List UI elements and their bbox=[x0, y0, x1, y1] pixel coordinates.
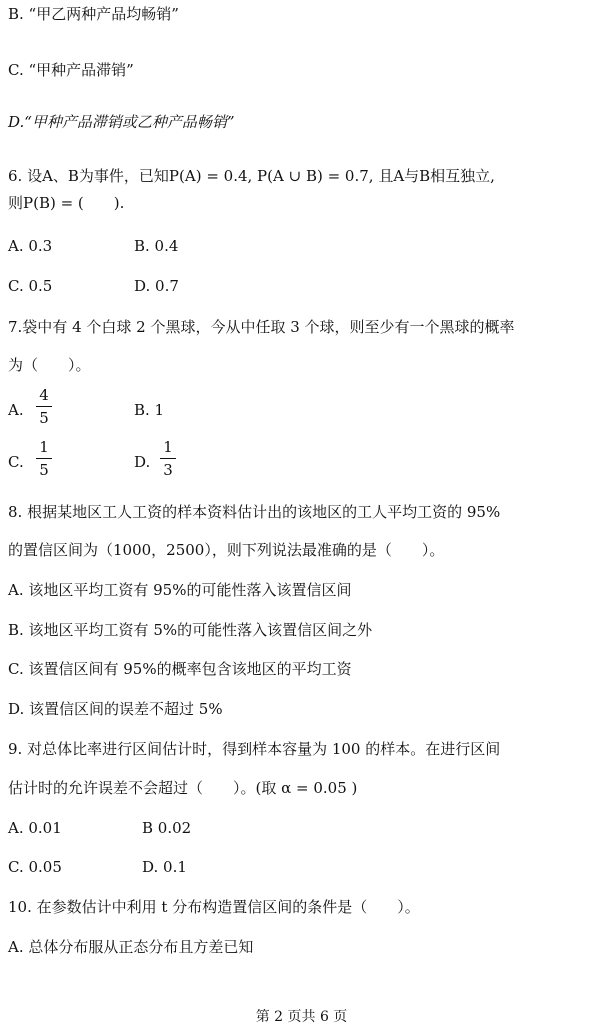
q8-option-b: B. 该地区平均工资有 5%的可能性落入该置信区间之外 bbox=[8, 621, 373, 639]
fraction-bar bbox=[36, 458, 52, 459]
q10-stem: 10. 在参数估计中利用 t 分布构造置信区间的条件是（ ）。 bbox=[8, 898, 420, 916]
q7-option-d-denominator: 3 bbox=[163, 461, 173, 479]
q7-option-a-label: A. bbox=[8, 401, 24, 419]
q6-option-a: A. 0.3 bbox=[8, 237, 53, 255]
page-number-footer: 第 2 页共 6 页 bbox=[255, 1009, 348, 1025]
q9-option-d: D. 0.1 bbox=[142, 858, 187, 876]
q6-option-d: D. 0.7 bbox=[134, 277, 179, 295]
q6-stem-line1: 6. 设A、B为事件，已知P(A) = 0.4, P(A ∪ B) = 0.7, 且A与B相互独立, bbox=[8, 167, 495, 185]
q6-stem-line2: 则P(B) = ( ). bbox=[8, 194, 125, 212]
q6-option-c: C. 0.5 bbox=[8, 277, 53, 295]
q9-option-b: B 0.02 bbox=[142, 819, 192, 837]
q9-stem-line2: 估计时的允许误差不会超过（ ）。(取 α = 0.05 ) bbox=[8, 779, 358, 797]
q9-option-c: C. 0.05 bbox=[8, 858, 62, 876]
q6-option-b: B. 0.4 bbox=[134, 237, 179, 255]
q8-option-c: C. 该置信区间有 95%的概率包含该地区的平均工资 bbox=[8, 660, 352, 678]
q7-option-d-fraction bbox=[160, 438, 176, 479]
q8-stem-line1: 8. 根据某地区工人工资的样本资料估计出的该地区的工人平均工资的 95% bbox=[8, 503, 501, 521]
q7-option-c-numerator: 1 bbox=[39, 438, 49, 456]
fraction-bar bbox=[36, 406, 52, 407]
q7-option-b: B. 1 bbox=[134, 401, 165, 419]
q7-option-a-numerator: 4 bbox=[39, 386, 49, 404]
q7-stem-line2: 为（ ）。 bbox=[8, 356, 91, 374]
q7-option-a-fraction bbox=[36, 386, 52, 427]
q7-stem-line1: 7.袋中有 4 个白球 2 个黑球，今从中任取 3 个球，则至少有一个黑球的概率 bbox=[8, 318, 515, 336]
q7-option-c-denominator: 5 bbox=[39, 461, 49, 479]
q7-option-c-fraction bbox=[36, 438, 52, 479]
q10-option-a: A. 总体分布服从正态分布且方差已知 bbox=[8, 938, 254, 956]
q7-option-a-denominator: 5 bbox=[39, 409, 49, 427]
q7-option-d-numerator: 1 bbox=[163, 438, 173, 456]
q9-stem-line1: 9. 对总体比率进行区间估计时，得到样本容量为 100 的样本。在进行区间 bbox=[8, 740, 501, 758]
q8-option-d: D. 该置信区间的误差不超过 5% bbox=[8, 700, 223, 718]
q5-option-d: D.“甲种产品滞销或乙种产品畅销” bbox=[8, 113, 235, 131]
q8-option-a: A. 该地区平均工资有 95%的可能性落入该置信区间 bbox=[8, 581, 352, 599]
fraction-bar bbox=[160, 458, 176, 459]
q9-option-a: A. 0.01 bbox=[8, 819, 62, 837]
q5-option-b: B. “甲乙两种产品均畅销” bbox=[8, 5, 179, 23]
q7-option-c-label: C. bbox=[8, 453, 24, 471]
q8-stem-line2: 的置信区间为（1000，2500），则下列说法最准确的是（ ）。 bbox=[8, 541, 445, 559]
q7-option-d-label: D. bbox=[134, 453, 151, 471]
q5-option-c: C. “甲种产品滞销” bbox=[8, 61, 134, 79]
